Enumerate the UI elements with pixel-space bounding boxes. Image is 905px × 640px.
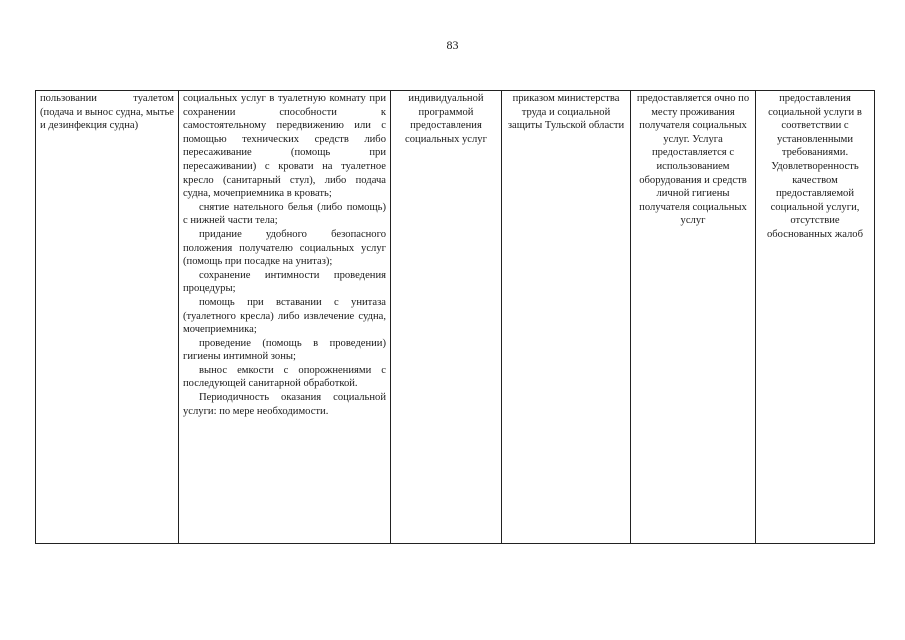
- cell-tariff: приказом министерства труда и социальной защиты Тульской области: [502, 91, 631, 544]
- content-paragraph: социальных услуг в туалетную комнату при сохранении способности к самостоятельному передвижению или с помощью технических средств либо пересаживание (помощь при пересаживании) с кровати на туалетное кресло (санитарный стул), либо подача судна, мочеприемника в кровать;: [183, 93, 386, 200]
- content-paragraph: сохранение интимности проведения процедуры;: [183, 269, 386, 295]
- cell-service-content: [179, 91, 391, 544]
- page-number: 83: [446, 38, 459, 52]
- content-paragraph: снятие нательного белья (либо помощь) с нижней части тела;: [183, 201, 386, 227]
- cell-service-name: пользовании туалетом (подача и вынос судна, мытье и дезинфекция судна): [36, 91, 179, 544]
- content-paragraph: придание удобного безопасного положения получателю социальных услуг (помощь при посадке на унитаз);: [183, 228, 386, 268]
- content-paragraph: помощь при вставании с унитаза (туалетного кресла) либо извлечение судна, мочеприемника;: [183, 296, 386, 336]
- content-paragraph: Периодичность оказания социальной услуги: по мере необходимости.: [183, 392, 386, 417]
- content-paragraph: вынос емкости с опорожнениями с последующей санитарной обработкой.: [183, 364, 386, 390]
- services-table: [35, 90, 875, 544]
- table-row: [36, 91, 875, 544]
- cell-terms: предоставляется очно по месту проживания получателя социальных услуг. Услуга предоставляется с использованием оборудования и средств личной гигиены получателя социальных услуг: [631, 91, 756, 544]
- content-paragraph: проведение (помощь в проведении) гигиены интимной зоны;: [183, 337, 386, 363]
- cell-volume: индивидуальной программой предоставления социальных услуг: [391, 91, 502, 544]
- cell-quality: предоставления социальной услуги в соответствии с установленными требованиями. Удовлетворенность качеством предоставляемой социальной услуги, отсутствие обоснованных жалоб: [756, 91, 875, 544]
